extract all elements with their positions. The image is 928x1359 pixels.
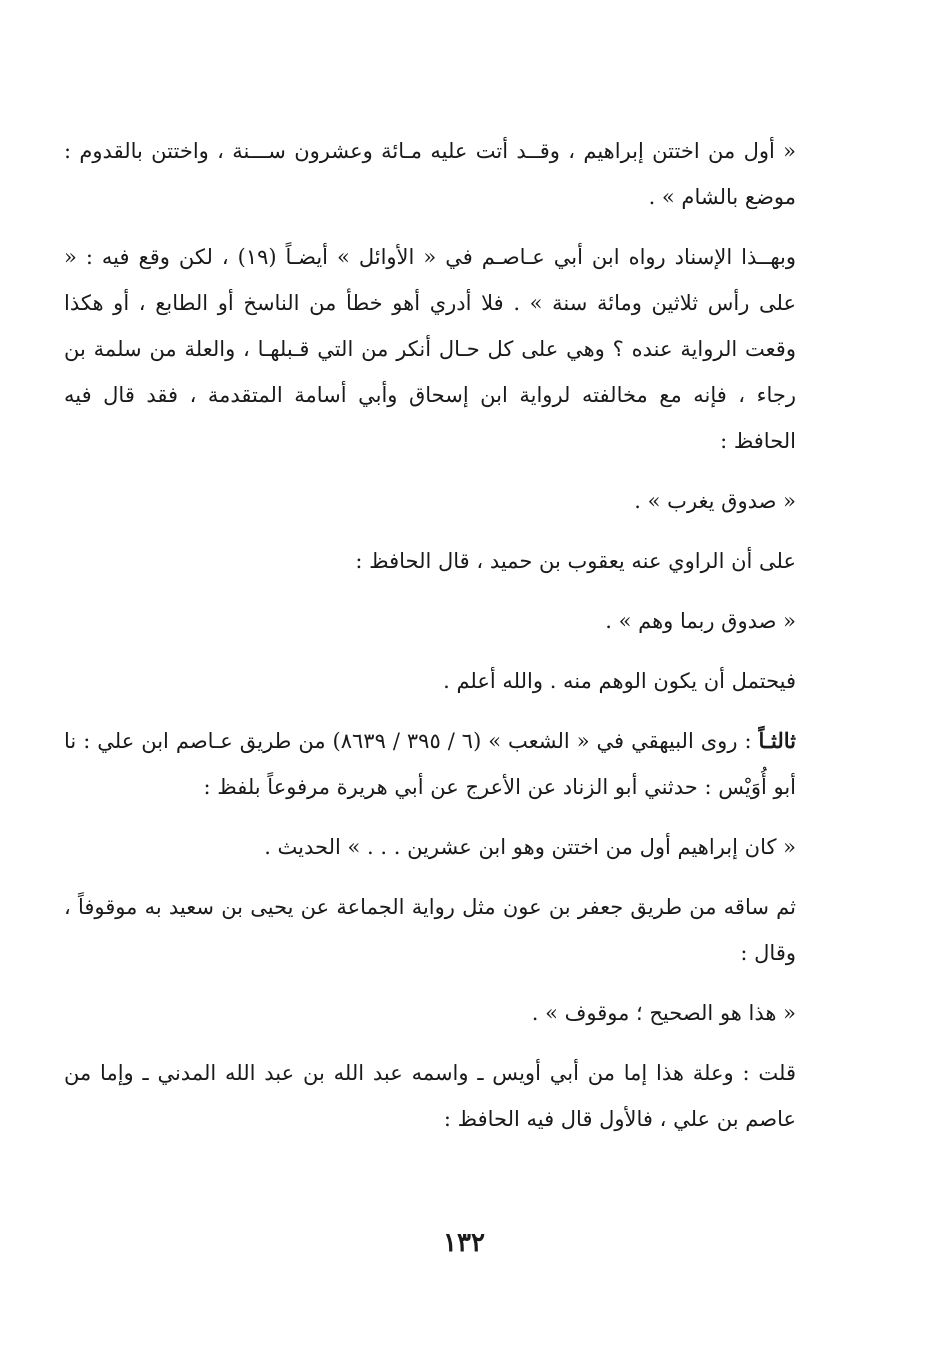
body-paragraph: فيحتمل أن يكون الوهم منه . والله أعلم .: [443, 669, 796, 693]
page-number: ١٣٢: [443, 1228, 485, 1258]
body-paragraph: على أن الراوي عنه يعقوب بن حميد ، قال الحافظ :: [355, 549, 796, 573]
quote-paragraph: « صدوق يغرب » .: [634, 489, 796, 513]
body-paragraph: قلت : وعلة هذا إما من أبي أويس ـ واسمه عبد الله بن عبد الله المدني ـ وإما من عاصم بن علي ، فالأول قال فيه الحافظ :: [64, 1061, 796, 1131]
quote-paragraph: « أول من اختتن إبراهيم ، وقــد أتت عليه مـائة وعشرون ســـنة ، واختتن بالقدوم : موضع بالشام » .: [64, 139, 796, 209]
page-body: [64, 128, 796, 1142]
quote-paragraph: « صدوق ربما وهم » .: [605, 609, 796, 633]
body-paragraph: ثم ساقه من طريق جعفر بن عون مثل رواية الجماعة عن يحيى بن سعيد به موقوفاً ، وقال :: [64, 895, 796, 965]
third-point-paragraph: [64, 718, 796, 810]
third-point-text: : روى البيهقي في « الشعب » (٦ / ٣٩٥ / ٨٦٣٩) من طريق عـاصم ابن علي : نا أبو أُوَيْس : حدثني أبو الزناد عن الأعرج عن أبي هريرة مرفوعاً بلفظ :: [64, 729, 796, 799]
body-paragraph: وبهــذا الإسناد رواه ابن أبي عـاصـم في « الأوائل » أيضـاً (١٩) ، لكن وقع فيه : « على رأس ثلاثين ومائة سنة » . فلا أدري أهو خطأ من الناسخ أو الطابع ، أو هكذا وقعت الرواية عنده ؟ وهي على كل حـال أنكر من التي قـبلهـا ، والعلة من سلمة بن رجاء ، فإنه مع مخالفته لرواية ابن إسحاق وأبي أسامة المتقدمة ، فقد قال فيه الحافظ :: [64, 245, 796, 453]
third-point-heading: ثالثـاً: [758, 728, 797, 753]
quote-paragraph: « كان إبراهيم أول من اختتن وهو ابن عشرين . . . » الحديث .: [264, 835, 796, 859]
quote-paragraph: « هذا هو الصحيح ؛ موقوف » .: [531, 1001, 796, 1025]
